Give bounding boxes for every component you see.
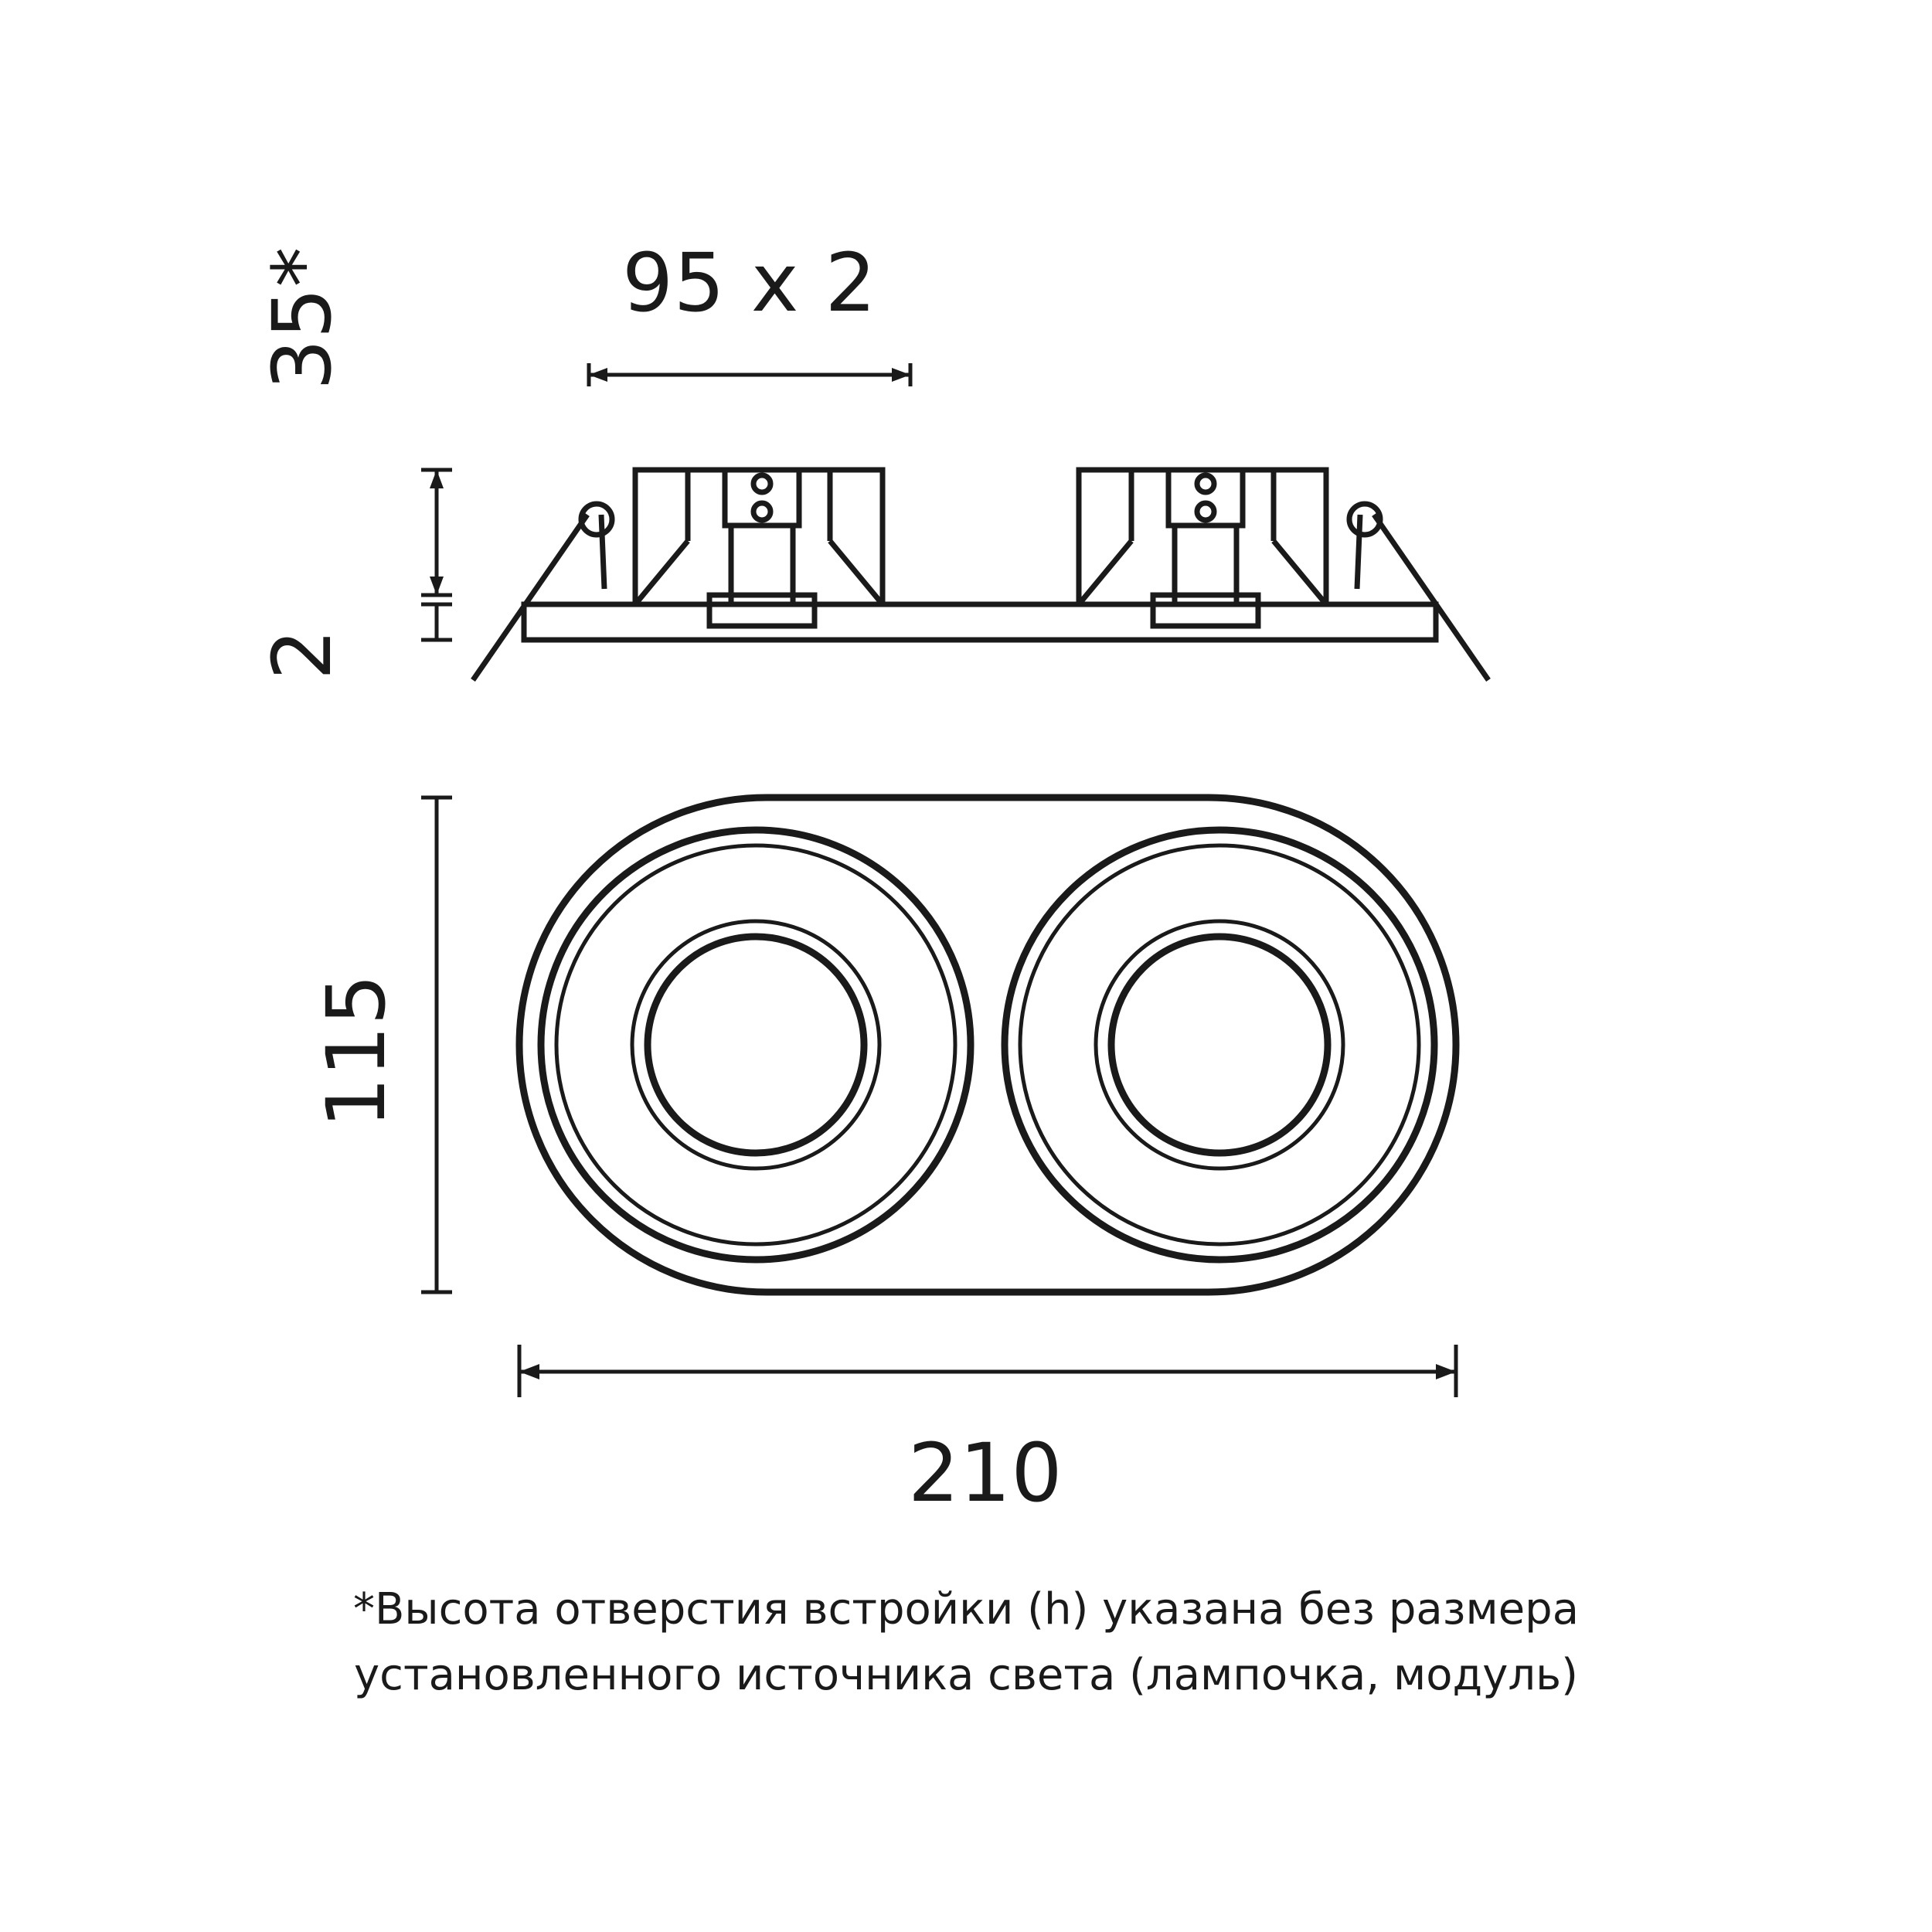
section-trim-plate xyxy=(524,604,1436,640)
dimension-label-top-width: 95 x 2 xyxy=(622,236,877,330)
plan-aperture-right xyxy=(1005,830,1434,1260)
footnote-line-1: *Высота отверстия встройки (h) указана без размера xyxy=(352,1584,1580,1634)
section-lamp-housing-left xyxy=(635,470,883,626)
plan-aperture-left xyxy=(541,830,971,1260)
dimension-top-width xyxy=(589,363,910,386)
dimension-plate-thickness xyxy=(421,604,452,640)
dimension-body-height xyxy=(421,798,452,1292)
footnote-line-2: установленного источника света (лампочка, модуль) xyxy=(354,1650,1578,1701)
dimension-recess-height xyxy=(421,470,452,595)
plan-aperture-left-lamp xyxy=(648,937,864,1153)
dimension-label-body-width: 210 xyxy=(908,1426,1063,1520)
spring-clip-left xyxy=(473,504,612,680)
plan-aperture-left-inner xyxy=(556,845,955,1244)
plan-aperture-right-lamp xyxy=(1111,937,1328,1153)
dimension-label-plate-thickness: 2 xyxy=(255,628,349,680)
dimension-label-recess-height: 35* xyxy=(255,247,349,390)
section-lamp-housing-right xyxy=(1079,470,1326,626)
dimension-label-body-height: 115 xyxy=(309,973,403,1128)
dimension-body-width xyxy=(519,1345,1456,1397)
plan-aperture-right-inner xyxy=(1020,845,1419,1244)
footnote-note xyxy=(309,1577,1623,1708)
spring-clip-right xyxy=(1349,504,1488,680)
